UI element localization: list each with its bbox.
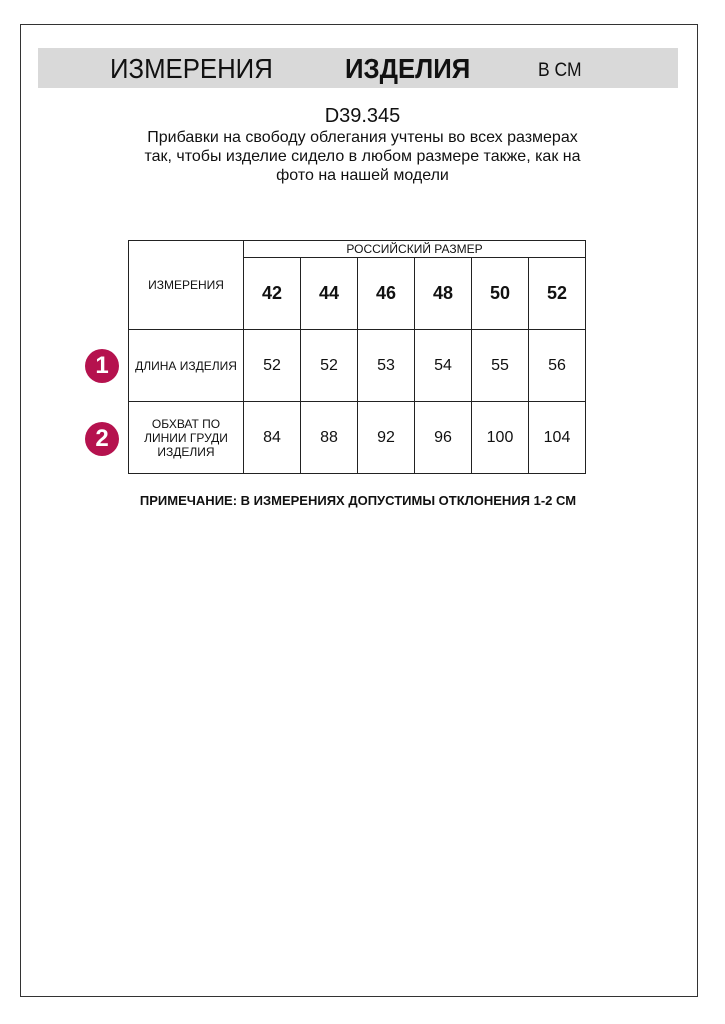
title-bold: ИЗДЕЛИЯ	[345, 53, 471, 84]
size-header: 42	[244, 258, 301, 330]
corner-header: ИЗМЕРЕНИЯ	[129, 241, 244, 330]
cell: 100	[472, 402, 529, 474]
note: ПРИМЕЧАНИЕ: В ИЗМЕРЕНИЯХ ДОПУСТИМЫ ОТКЛОНЕНИЯ 1-2 СМ	[139, 493, 577, 508]
title-unit: В СМ	[538, 60, 582, 81]
size-header: 46	[358, 258, 415, 330]
cell: 56	[529, 330, 586, 402]
size-header: 50	[472, 258, 529, 330]
fit-description-text: Прибавки на свободу облегания учтены во всех размерах так, чтобы изделие сидело в любом размере также, как на фото на нашей модели	[144, 129, 581, 184]
group-header: РОССИЙСКИЙ РАЗМЕР	[244, 241, 586, 258]
cell: 52	[244, 330, 301, 402]
size-header: 44	[301, 258, 358, 330]
cell: 84	[244, 402, 301, 474]
cell: 53	[358, 330, 415, 402]
product-code: D39.345	[324, 105, 401, 127]
cell: 96	[415, 402, 472, 474]
row-label	[129, 402, 244, 474]
size-header: 48	[415, 258, 472, 330]
cell: 104	[529, 402, 586, 474]
cell: 88	[301, 402, 358, 474]
size-header: 52	[529, 258, 586, 330]
table-row	[129, 330, 586, 402]
title-regular: ИЗМЕРЕНИЯ	[110, 53, 273, 84]
title-bar	[38, 48, 678, 88]
row-label: ДЛИНА ИЗДЕЛИЯ	[129, 330, 244, 402]
table-row	[129, 402, 586, 474]
fit-description	[0, 128, 725, 185]
cell: 55	[472, 330, 529, 402]
cell: 54	[415, 330, 472, 402]
size-table	[128, 240, 586, 474]
cell: 52	[301, 330, 358, 402]
row-label-text: ОБХВАТ ПО ЛИНИИ ГРУДИ ИЗДЕЛИЯ	[144, 416, 228, 459]
cell: 92	[358, 402, 415, 474]
number-badge: 1	[85, 349, 119, 383]
number-badge: 2	[85, 422, 119, 456]
